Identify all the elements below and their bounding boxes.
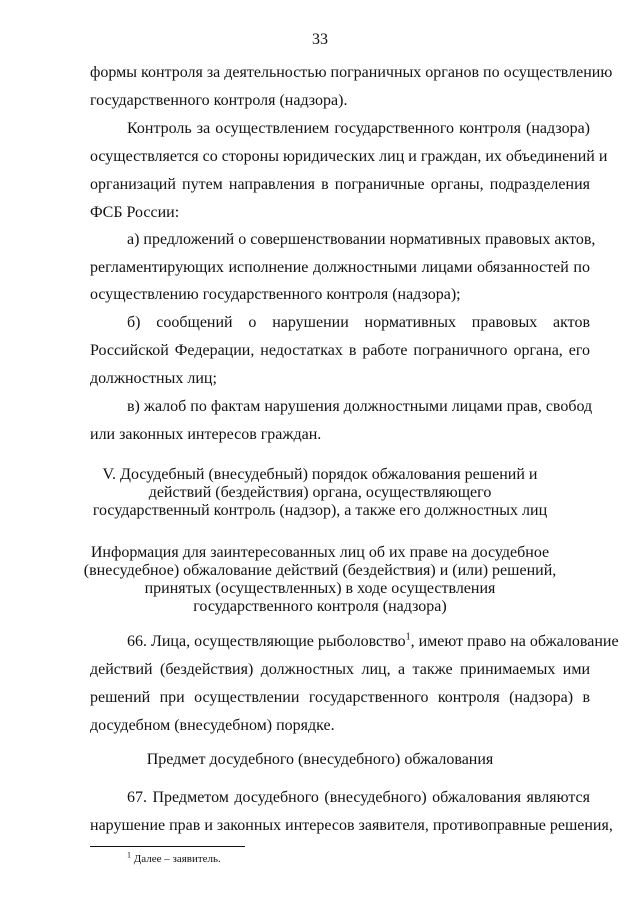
list-item-b-line: должностных лиц; [90,370,217,387]
paragraph-67: 67. Предметом досудебного (внесудебного) обжалования являются [127,789,590,806]
paragraph-66 [127,631,619,652]
list-item-c-line: или законных интересов граждан. [90,426,322,443]
list-item-a-line: регламентирующих исполнение должностными лицами обязанностей по [90,259,590,276]
page-number: 33 [312,31,328,48]
paragraph-66-line: решений при осуществлении государственного контроля (надзора) в [90,689,590,706]
p66-text-rest: , имеют право на обжалование [410,633,619,650]
list-item-b-line: Российской Федерации, недостатках в работе пограничного органа, его [90,342,590,359]
sub-heading-line: государственного контроля (надзора) [193,598,447,615]
list-item-a: а) предложений о совершенствовании нормативных правовых актов, [127,231,596,248]
list-item-c: в) жалоб по фактам нарушения должностными лицами прав, свобод [127,398,593,415]
p66-text: 66. Лица, осуществляющие рыболовство [127,633,406,650]
paragraph-line: Контроль за осуществлением государственного контроля (надзора) [127,120,590,137]
footnote-reference: 1 [405,631,411,643]
paragraph-line: организаций путем направления в пограничные органы, подразделения [90,176,590,193]
section-heading-line: действий (бездействия) органа, осуществляющего [148,484,492,501]
paragraph-66-line: досудебном (внесудебном) порядке. [90,717,335,734]
paragraph-67-line: нарушение прав и законных интересов заявителя, противоправные решения, [90,817,613,834]
section-heading-line: государственный контроль (надзор), а также его должностных лиц [92,502,548,519]
footnote [127,852,221,866]
list-item-b: б) сообщений о нарушении нормативных правовых актов [127,314,590,331]
paragraph-66-line: действий (бездействия) должностных лиц, а также принимаемых ими [90,661,590,678]
list-item-a-line: осуществлению государственного контроля (надзора); [90,286,461,303]
section-heading: V. Досудебный (внесудебный) порядок обжалования решений и [102,466,538,483]
footnote-mark: 1 [127,850,131,860]
paragraph-line: формы контроля за деятельностью пограничных органов по осуществлению [90,64,613,81]
sub-heading-line: (внесудебное) обжалование действий (бездействия) и (или) решений, [83,562,557,579]
paragraph-line: государственного контроля (надзора). [90,92,348,109]
paragraph-line: ФСБ России: [90,204,180,221]
paragraph-line: осуществляется со стороны юридических лиц и граждан, их объединений и [90,148,608,165]
subject-heading: Предмет досудебного (внесудебного) обжалования [146,751,494,768]
sub-heading: Информация для заинтересованных лиц об их праве на досудебное [90,544,550,561]
footnote-text: Далее – заявитель. [131,853,221,865]
footnote-divider [90,846,245,847]
sub-heading-line: принятых (осуществленных) в ходе осуществления [144,580,496,597]
